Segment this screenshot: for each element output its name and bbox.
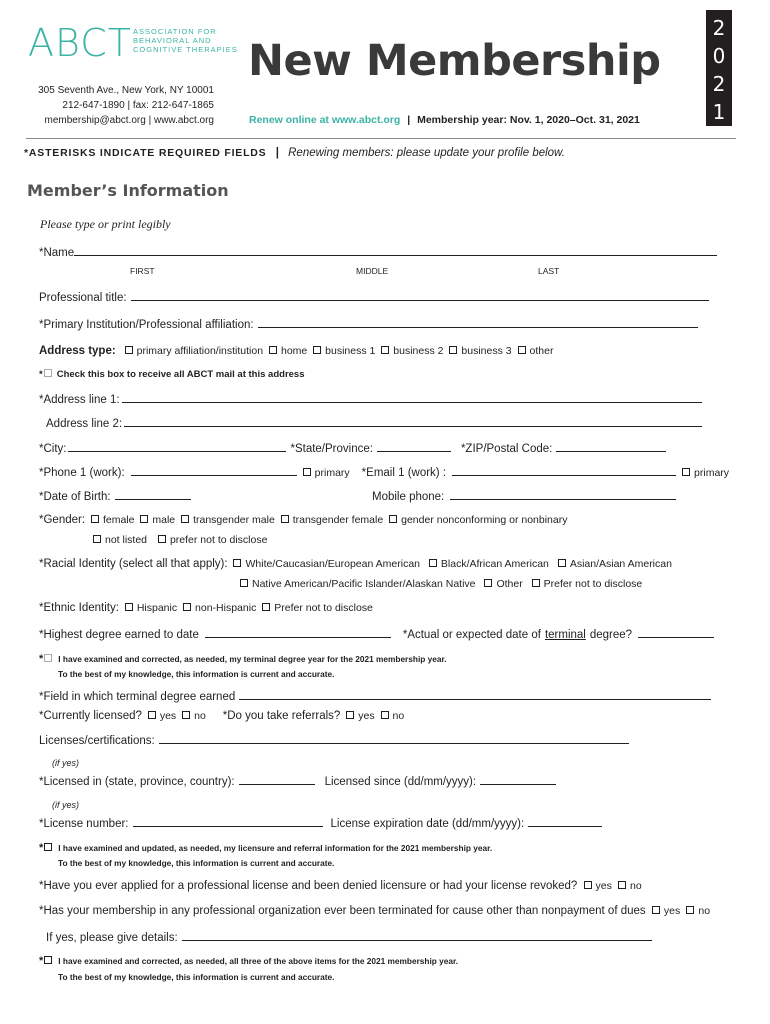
- terminated-label: *Has your membership in any professional organization ever been terminated for cause other than nonpayment of dues: [39, 905, 646, 917]
- primary-institution-field[interactable]: [258, 317, 698, 328]
- city-field[interactable]: [68, 441, 286, 452]
- option-label: Native American/Pacific Islander/Alaskan Native: [252, 578, 476, 590]
- asterisk: *: [39, 369, 43, 380]
- mobile-label: Mobile phone:: [372, 491, 445, 503]
- option-label: home: [280, 345, 308, 357]
- checkbox[interactable]: [346, 711, 354, 719]
- all-mail-checkbox[interactable]: [44, 369, 52, 377]
- header-divider: [26, 138, 736, 139]
- licensed-in-row: [39, 774, 556, 788]
- best-knowledge-note: To the best of my knowledge, this information is current and accurate.: [58, 669, 335, 679]
- year-digit: 0: [712, 44, 726, 68]
- checkbox[interactable]: [93, 535, 101, 543]
- address-line: 305 Seventh Ave., New York, NY 10001: [38, 85, 214, 96]
- asterisk: *: [39, 653, 44, 665]
- year-badge: [706, 10, 732, 126]
- renewing-note: Renewing members: please update your profile below.: [288, 147, 565, 159]
- all-confirm-row: [39, 955, 458, 967]
- logo-sub-line: BEHAVIORAL AND: [133, 36, 212, 45]
- zip-field[interactable]: [556, 441, 666, 452]
- terminated-row: [39, 905, 710, 917]
- gender-label: *Gender:: [39, 514, 86, 526]
- year-digit: 2: [712, 72, 726, 96]
- highest-degree-field[interactable]: [205, 627, 391, 638]
- highest-degree-label: *Highest degree earned to date: [39, 629, 199, 641]
- licensed-since-field[interactable]: [480, 774, 556, 785]
- separator: |: [407, 114, 411, 126]
- checkbox[interactable]: [686, 906, 694, 914]
- primary-label: primary: [694, 467, 730, 479]
- primary-institution-label: *Primary Institution/Professional affiliation:: [39, 319, 254, 331]
- yes-label: yes: [358, 710, 375, 722]
- dob-label: *Date of Birth:: [39, 491, 111, 503]
- field-terminal-field[interactable]: [239, 689, 711, 700]
- phone-primary-checkbox[interactable]: [303, 468, 311, 476]
- no-label: no: [698, 905, 711, 917]
- middle-label: MIDDLE: [356, 266, 389, 276]
- gender-row-2: [90, 534, 267, 546]
- state-field[interactable]: [377, 441, 451, 452]
- professional-title-field[interactable]: [131, 290, 709, 301]
- gender-row: [39, 514, 567, 526]
- mobile-row: [372, 489, 676, 503]
- referrals-label: *Do you take referrals?: [222, 710, 341, 722]
- professional-title-label: Professional title:: [39, 292, 127, 304]
- checkbox[interactable]: [125, 603, 133, 611]
- option-label: Prefer not to disclose: [543, 578, 643, 590]
- license-exp-label: License expiration date (dd/mm/yyyy):: [330, 818, 525, 830]
- option-label: business 3: [461, 345, 512, 357]
- option-label: primary affiliation/institution: [136, 345, 264, 357]
- ethnic-row: [39, 602, 373, 614]
- checkbox[interactable]: [532, 579, 540, 587]
- checkbox[interactable]: [313, 346, 321, 354]
- name-label: *Name: [39, 247, 75, 259]
- if-yes-note: (if yes): [52, 800, 79, 810]
- checkbox[interactable]: [584, 881, 592, 889]
- year-digit: 1: [712, 100, 726, 124]
- yes-label: yes: [159, 710, 177, 722]
- required-note-line: [24, 147, 565, 159]
- primary-institution-row: [39, 317, 698, 331]
- racial-label: *Racial Identity (select all that apply):: [39, 558, 228, 570]
- logo-sub-line: ASSOCIATION FOR: [133, 27, 217, 36]
- all-mail-row: [39, 369, 305, 380]
- address-line2-field[interactable]: [124, 416, 702, 427]
- checkbox[interactable]: [125, 346, 133, 354]
- logo-subtitle: [133, 27, 238, 54]
- option-label: other: [529, 345, 554, 357]
- renew-line: [249, 114, 640, 126]
- email-primary-checkbox[interactable]: [682, 468, 690, 476]
- checkbox[interactable]: [449, 346, 457, 354]
- checkbox[interactable]: [262, 603, 270, 611]
- asterisk: *: [39, 955, 44, 967]
- address-line1-row: [39, 392, 702, 406]
- checkbox[interactable]: [181, 515, 189, 523]
- checkbox[interactable]: [158, 535, 166, 543]
- city-row: [39, 441, 666, 455]
- license-number-label: *License number:: [39, 818, 129, 830]
- option-label: male: [152, 514, 176, 526]
- license-confirm-checkbox[interactable]: [44, 843, 52, 851]
- section-title: Member’s Information: [27, 181, 229, 200]
- best-knowledge-note: To the best of my knowledge, this information is current and accurate.: [58, 972, 335, 982]
- phone-email-row: [39, 465, 729, 479]
- if-yes-note: (if yes): [52, 758, 79, 768]
- phone-line: 212-647-1890 | fax: 212-647-1865: [62, 100, 214, 111]
- phone1-label: *Phone 1 (work):: [39, 467, 125, 479]
- address-line1-field[interactable]: [122, 392, 702, 403]
- checkbox[interactable]: [558, 559, 566, 567]
- membership-year: Membership year: Nov. 1, 2020–Oct. 31, 2021: [417, 114, 640, 126]
- email1-field[interactable]: [452, 465, 676, 476]
- licenses-field[interactable]: [159, 733, 629, 744]
- terminal-date-label-end: degree?: [589, 629, 633, 641]
- license-confirm-label: I have examined and updated, as needed, my licensure and referral information for the 2021 membership year.: [58, 843, 493, 853]
- details-field[interactable]: [182, 930, 652, 941]
- org-address: [14, 83, 214, 128]
- yes-label: yes: [595, 880, 612, 892]
- option-label: female: [102, 514, 135, 526]
- license-confirm-row: [39, 842, 492, 854]
- name-field[interactable]: [74, 245, 717, 256]
- asterisk: *: [39, 842, 44, 854]
- licensed-since-label: Licensed since (dd/mm/yyyy):: [324, 776, 477, 788]
- racial-row: [39, 558, 672, 570]
- terminal-confirm-checkbox[interactable]: [44, 654, 52, 662]
- checkbox[interactable]: [281, 515, 289, 523]
- option-label: Black/African American: [440, 558, 549, 570]
- option-label: not listed: [105, 534, 148, 546]
- checkbox[interactable]: [618, 881, 626, 889]
- abct-logo: ABCT: [28, 21, 132, 65]
- option-label: prefer not to disclose: [169, 534, 268, 546]
- yes-label: yes: [663, 905, 681, 917]
- email-line[interactable]: membership@abct.org | www.abct.org: [44, 115, 214, 126]
- professional-title-row: [39, 290, 709, 304]
- licensed-in-label: *Licensed in (state, province, country):: [39, 776, 235, 788]
- details-row: [46, 930, 652, 944]
- last-label: LAST: [538, 266, 560, 276]
- checkbox[interactable]: [518, 346, 526, 354]
- option-label: Prefer not to disclose: [274, 602, 373, 614]
- checkbox[interactable]: [233, 559, 241, 567]
- checkbox[interactable]: [91, 515, 99, 523]
- racial-row-2: [237, 578, 642, 590]
- checkbox[interactable]: [182, 711, 190, 719]
- licensed-row: [39, 710, 404, 722]
- checkbox[interactable]: [381, 346, 389, 354]
- page-title: New Membership: [248, 36, 661, 86]
- checkbox[interactable]: [148, 711, 156, 719]
- required-note: *ASTERISKS INDICATE REQUIRED FIELDS: [24, 147, 267, 159]
- zip-label: *ZIP/Postal Code:: [460, 443, 553, 455]
- name-row: [39, 245, 717, 259]
- denied-label: *Have you ever applied for a professional license and been denied licensure or had your license revoked?: [39, 880, 578, 892]
- no-label: no: [194, 710, 206, 722]
- licensed-label: *Currently licensed?: [39, 710, 142, 722]
- primary-label: primary: [314, 467, 350, 479]
- year-digit: 2: [712, 16, 726, 40]
- terminal-confirm-label: I have examined and corrected, as needed, my terminal degree year for the 2021 membership year.: [58, 654, 447, 664]
- terminal-confirm-row: [39, 653, 447, 665]
- city-label: *City:: [39, 443, 67, 455]
- highest-degree-row: [39, 627, 714, 641]
- license-exp-field[interactable]: [528, 816, 602, 827]
- dob-field[interactable]: [115, 489, 191, 500]
- checkbox[interactable]: [381, 711, 389, 719]
- option-label: Asian/Asian American: [569, 558, 672, 570]
- checkbox[interactable]: [429, 559, 437, 567]
- field-terminal-label: *Field in which terminal degree earned: [39, 691, 236, 703]
- dob-row: [39, 489, 191, 503]
- option-label: business 2: [393, 345, 444, 357]
- terminal-date-field[interactable]: [638, 627, 714, 638]
- phone1-field[interactable]: [131, 465, 297, 476]
- ethnic-label: *Ethnic Identity:: [39, 602, 119, 614]
- checkbox[interactable]: [240, 579, 248, 587]
- mobile-field[interactable]: [450, 489, 676, 500]
- option-label: Other: [496, 578, 523, 590]
- logo-sub-line: COGNITIVE THERAPIES: [133, 45, 238, 54]
- option-label: gender nonconforming or nonbinary: [401, 514, 568, 526]
- licenses-label: Licenses/certifications:: [39, 735, 155, 747]
- licensed-in-field[interactable]: [239, 774, 315, 785]
- license-number-field[interactable]: [133, 816, 323, 827]
- all-confirm-checkbox[interactable]: [44, 956, 52, 964]
- license-number-row: [39, 816, 602, 830]
- address-line1-label: *Address line 1:: [39, 394, 120, 406]
- separator: |: [275, 147, 279, 159]
- checkbox[interactable]: [269, 346, 277, 354]
- field-terminal-row: [39, 689, 711, 703]
- address-line2-label: Address line 2:: [46, 418, 123, 430]
- option-label: Hispanic: [136, 602, 178, 614]
- option-label: transgender male: [193, 514, 275, 526]
- terminal-word: terminal: [544, 629, 586, 641]
- option-label: White/Caucasian/European American: [245, 558, 420, 570]
- option-label: transgender female: [292, 514, 384, 526]
- email1-label: *Email 1 (work) :: [361, 467, 447, 479]
- checkbox[interactable]: [183, 603, 191, 611]
- address-line2-row: [46, 416, 702, 430]
- state-label: *State/Province:: [290, 443, 373, 455]
- terminal-date-label: *Actual or expected date of: [402, 629, 541, 641]
- best-knowledge-note: To the best of my knowledge, this information is current and accurate.: [58, 858, 335, 868]
- all-mail-label: Check this box to receive all ABCT mail at this address: [56, 369, 305, 380]
- option-label: business 1: [325, 345, 376, 357]
- option-label: non-Hispanic: [195, 602, 257, 614]
- checkbox[interactable]: [652, 906, 660, 914]
- checkbox[interactable]: [389, 515, 397, 523]
- checkbox[interactable]: [484, 579, 492, 587]
- type-note: Please type or print legibly: [40, 217, 171, 231]
- details-label: If yes, please give details:: [46, 932, 178, 944]
- renew-online-link[interactable]: Renew online at www.abct.org: [249, 114, 401, 126]
- licenses-row: [39, 733, 629, 747]
- no-label: no: [392, 710, 405, 722]
- all-confirm-label: I have examined and corrected, as needed, all three of the above items for the 2021 membership year.: [58, 956, 459, 966]
- no-label: no: [630, 880, 642, 892]
- address-type-label: Address type:: [39, 345, 116, 357]
- address-type-row: [39, 345, 553, 357]
- first-label: FIRST: [130, 266, 155, 276]
- checkbox[interactable]: [140, 515, 148, 523]
- denied-row: [39, 880, 642, 892]
